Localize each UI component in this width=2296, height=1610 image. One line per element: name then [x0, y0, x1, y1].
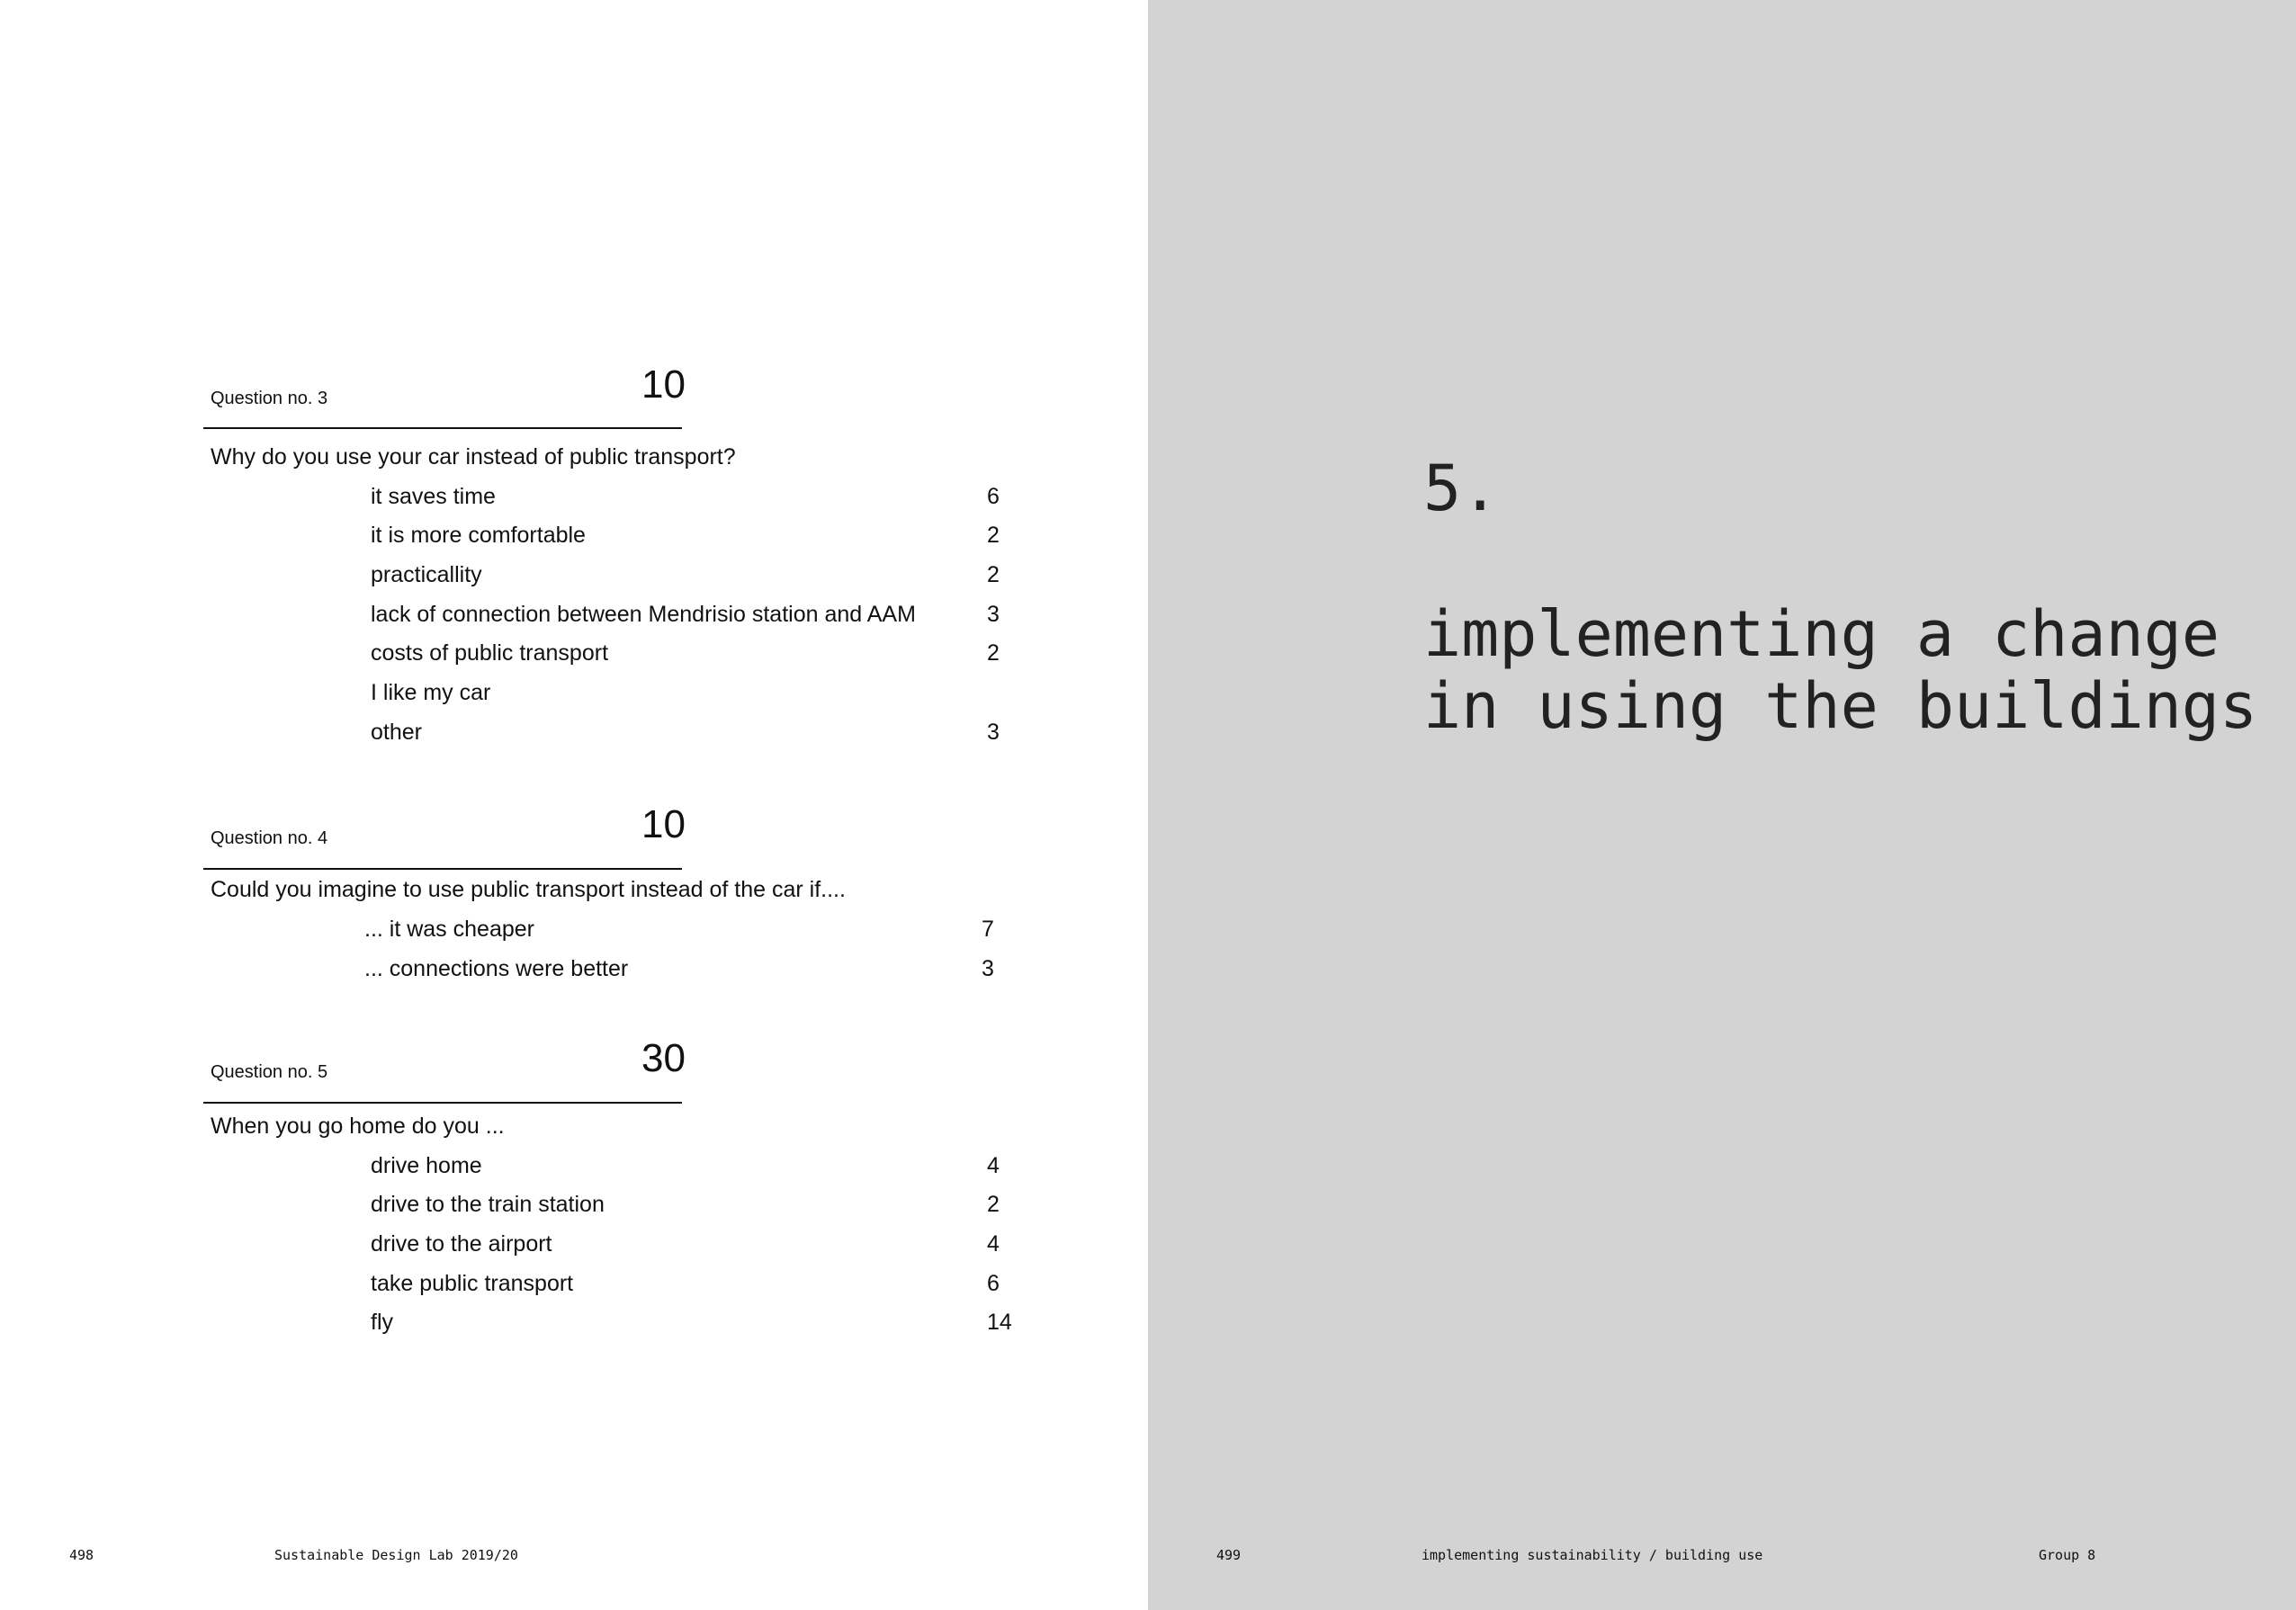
question-5-text: When you go home do you ...: [211, 1114, 505, 1139]
question-5-count: 30: [641, 1036, 686, 1080]
question-5-rule: [203, 1102, 682, 1104]
answer-value: 2: [987, 562, 1000, 587]
question-4-count: 10: [641, 802, 686, 846]
answer-label: it saves time: [371, 484, 496, 509]
chapter-title-line-2: in using the buildings: [1423, 669, 2258, 743]
answer-value: 2: [987, 1192, 1000, 1217]
question-4-rule: [203, 868, 682, 870]
answer-value: 3: [982, 956, 994, 981]
answer-value: 7: [982, 917, 994, 942]
answer-label: practicallity: [371, 562, 482, 587]
answer-label: lack of connection between Mendrisio station and AAM: [371, 602, 916, 627]
answer-value: 3: [987, 720, 1000, 745]
answer-value: 2: [987, 640, 1000, 666]
answer-label: ... it was cheaper: [364, 917, 534, 942]
answer-label: drive home: [371, 1153, 482, 1178]
answer-label: drive to the train station: [371, 1192, 605, 1217]
chapter-title-line-1: implementing a change: [1423, 597, 2220, 671]
answer-label: ... connections were better: [364, 956, 629, 981]
footer-title: Sustainable Design Lab 2019/20: [274, 1547, 518, 1563]
answer-label: costs of public transport: [371, 640, 609, 666]
answer-label: it is more comfortable: [371, 523, 586, 548]
question-5-label: Question no. 5: [211, 1062, 328, 1082]
answer-value: 6: [987, 484, 1000, 509]
answer-value: 14: [987, 1310, 1012, 1335]
answer-value: 6: [987, 1271, 1000, 1296]
question-3-count: 10: [641, 362, 686, 407]
answer-value: 4: [987, 1231, 1000, 1257]
answer-label: I like my car: [371, 680, 491, 705]
answer-label: fly: [371, 1310, 393, 1335]
footer-section: implementing sustainability / building use: [1422, 1547, 1763, 1563]
footer-page-number-left: 498: [69, 1547, 94, 1563]
answer-label: take public transport: [371, 1271, 574, 1296]
question-3-text: Why do you use your car instead of public transport?: [211, 444, 736, 470]
answer-value: 2: [987, 523, 1000, 548]
chapter-title: [1423, 598, 2257, 742]
answer-value: 4: [987, 1153, 1000, 1178]
question-4-text: Could you imagine to use public transport instead of the car if....: [211, 877, 846, 902]
question-4-label: Question no. 4: [211, 828, 328, 848]
footer-group: Group 8: [2039, 1547, 2096, 1563]
footer-page-number-right: 499: [1216, 1547, 1242, 1563]
answer-label: drive to the airport: [371, 1231, 552, 1257]
right-page: [1148, 0, 2296, 1610]
answer-value: 3: [987, 602, 1000, 627]
question-3-rule: [203, 427, 682, 429]
question-3-label: Question no. 3: [211, 389, 328, 408]
chapter-number: 5.: [1423, 452, 1500, 525]
answer-label: other: [371, 720, 422, 745]
